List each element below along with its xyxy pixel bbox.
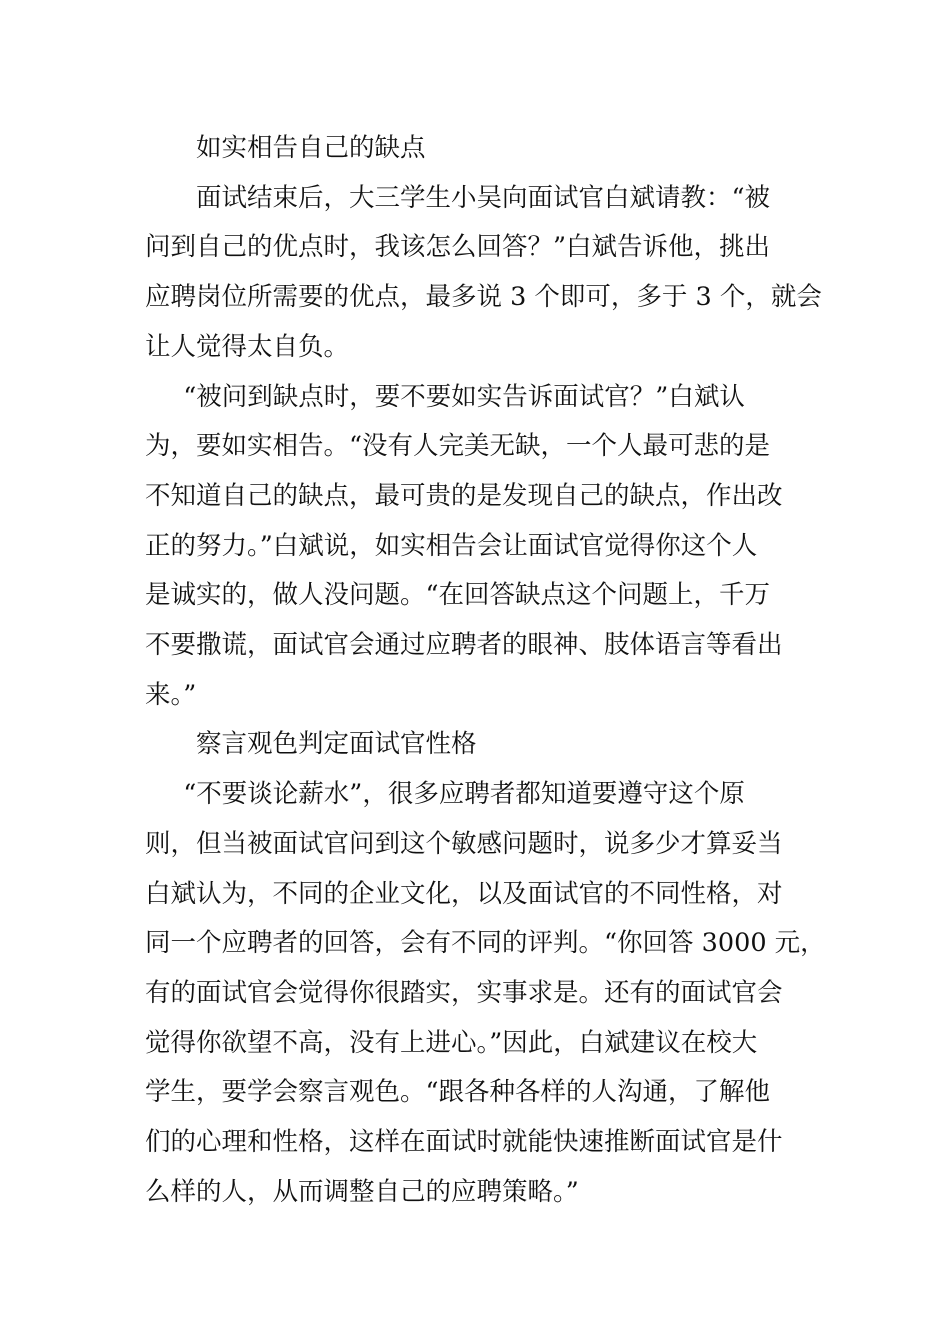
text-line: 同一个应聘者的回答，会有不同的评判。“你回答 3000 元， [145, 928, 826, 959]
text-line: 觉得你欲望不高，没有上进心。”因此，白斌建议在校大 [145, 1027, 758, 1058]
text-line: 不要撒谎，面试官会通过应聘者的眼神、肢体语言等看出 [145, 630, 783, 661]
text-line: 是诚实的，做人没问题。“在回答缺点这个问题上，千万 [145, 580, 771, 611]
paragraph-strengths [145, 174, 822, 373]
text-line: 白斌认为，不同的企业文化，以及面试官的不同性格，对 [145, 878, 783, 909]
text-line: 面试结束后，大三学生小吴向面试官白斌请教：“被 [196, 182, 771, 213]
paragraph-salary [145, 770, 826, 1217]
text-line: 为，要如实相告。“没有人完美无缺，一个人最可悲的是 [145, 431, 771, 462]
section-heading-2 [145, 720, 813, 770]
text-line: 正的努力。”白斌说，如实相告会让面试官觉得你这个人 [145, 530, 758, 561]
text-line: 来。” [145, 679, 197, 710]
text-line: 么样的人，从而调整自己的应聘策略。” [145, 1176, 579, 1207]
paragraph-weaknesses [145, 373, 813, 721]
text-line: 察言观色判定面试官性格 [196, 729, 477, 760]
text-line: 则，但当被面试官问到这个敏感问题时，说多少才算妥当 [145, 828, 783, 859]
text-line: 不知道自己的缺点，最可贵的是发现自己的缺点，作出改 [145, 480, 783, 511]
text-line: “被问到缺点时，要不要如实告诉面试官？”白斌认 [183, 381, 745, 412]
text-line: 问到自己的优点时，我该怎么回答？”白斌告诉他，挑出 [145, 232, 771, 263]
text-line: 们的心理和性格，这样在面试时就能快速推断面试官是什 [145, 1127, 783, 1158]
text-line: 应聘岗位所需要的优点，最多说 3 个即可，多于 3 个，就会 [145, 282, 822, 313]
text-line: 学生，要学会察言观色。“跟各种各样的人沟通，了解他 [145, 1077, 771, 1108]
text-line: 如实相告自己的缺点 [196, 133, 426, 163]
text-line: 有的面试官会觉得你很踏实，实事求是。还有的面试官会 [145, 977, 783, 1008]
article-body [145, 124, 826, 1217]
text-line: “不要谈论薪水”，很多应聘者都知道要遵守这个原 [183, 779, 745, 810]
section-heading-1 [145, 124, 813, 174]
text-line: 让人觉得太自负。 [145, 331, 350, 362]
